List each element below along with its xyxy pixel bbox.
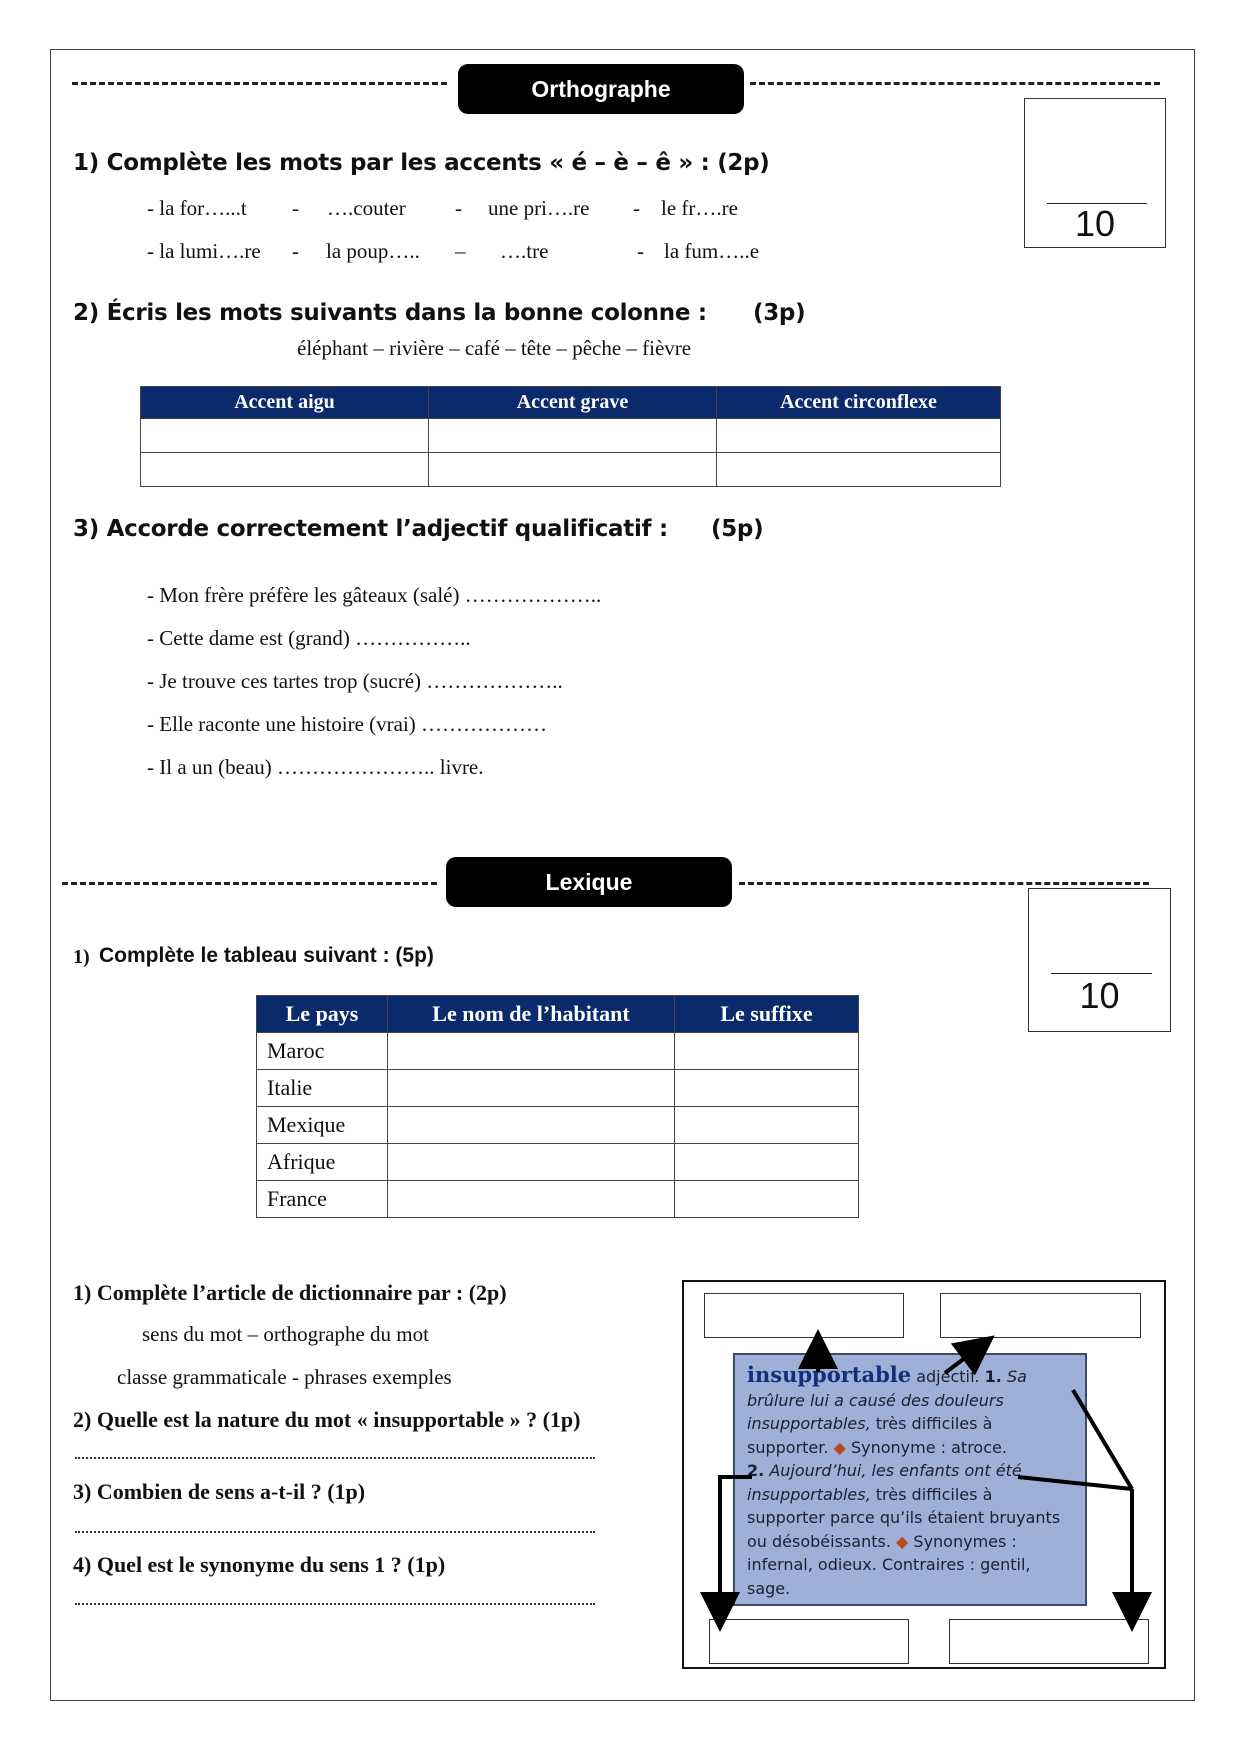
sense-number: 1. [984, 1367, 1002, 1386]
table-row [141, 453, 1001, 487]
section-title-lexique: Lexique [446, 857, 732, 907]
answer-line[interactable] [75, 1603, 595, 1605]
label-box[interactable] [704, 1293, 904, 1338]
column-header: Le nom de l’habitant [388, 996, 675, 1033]
answer-cell[interactable] [141, 419, 429, 453]
word-item: la poup….. [326, 239, 420, 263]
question-heading: 3) Accorde correctement l’adjectif qualificatif : [73, 516, 668, 542]
answer-cell[interactable] [141, 453, 429, 487]
dashed-divider [739, 882, 1149, 885]
question-points: (3p) [753, 300, 806, 326]
antonym-2: Contraires : gentil, sage. [747, 1555, 1031, 1598]
answer-cell[interactable] [675, 1181, 859, 1218]
separator: - [637, 239, 644, 263]
dictionary-entry-photo [733, 1353, 1087, 1606]
word-item: le fr….re [661, 196, 738, 220]
answer-cell[interactable] [675, 1070, 859, 1107]
separator: - [455, 196, 462, 220]
answer-line[interactable] [75, 1531, 595, 1533]
question-heading: 1) Complète les mots par les accents « é – è – ê » : (2p) [73, 150, 770, 176]
answer-cell[interactable] [388, 1033, 675, 1070]
answer-cell[interactable] [675, 1144, 859, 1181]
answer-cell[interactable] [429, 453, 717, 487]
country-cell: Mexique [257, 1107, 388, 1144]
word-item: ….couter [327, 196, 406, 220]
sense-number: 2. [747, 1461, 765, 1480]
example-2: Aujourd’hui, les enfants ont été insupportables, [747, 1461, 1022, 1504]
question-points: (5p) [711, 516, 764, 542]
country-cell: Maroc [257, 1033, 388, 1070]
label-box[interactable] [940, 1293, 1141, 1338]
country-cell: Italie [257, 1070, 388, 1107]
country-cell: Afrique [257, 1144, 388, 1181]
dashed-divider [72, 82, 447, 85]
score-max: 10 [1079, 975, 1120, 1016]
answer-cell[interactable] [675, 1107, 859, 1144]
score-box-lexique [1028, 888, 1171, 1032]
question-heading: 3) Combien de sens a-t-il ? (1p) [73, 1479, 366, 1504]
word-list: éléphant – rivière – café – tête – pêche – fièvre [297, 336, 692, 360]
score-box-orthographe [1024, 98, 1166, 248]
answer-line[interactable] [75, 1457, 595, 1459]
column-header: Accent aigu [141, 387, 429, 419]
question-heading: 2) Écris les mots suivants dans la bonne colonne : [73, 300, 707, 326]
answer-cell[interactable] [388, 1181, 675, 1218]
exercise-item: - Cette dame est (grand) …………….. [147, 626, 471, 650]
synonym-2: Synonymes : infernal, odieux. [747, 1531, 1017, 1574]
answer-cell[interactable] [717, 419, 1001, 453]
question-number: 1) [73, 946, 90, 968]
exercise-item: - Je trouve ces tartes trop (sucré) ……………….. [147, 669, 563, 693]
separator: – [455, 239, 466, 263]
table-row [257, 1144, 859, 1181]
question-heading: 4) Quel est le synonyme du sens 1 ? (1p) [73, 1552, 446, 1577]
word-item: - la lumi….re [147, 239, 261, 263]
column-header: Accent grave [429, 387, 717, 419]
diamond-icon: ◆ [896, 1531, 909, 1551]
table-row [257, 1070, 859, 1107]
accent-table [140, 386, 1001, 487]
answer-cell[interactable] [675, 1033, 859, 1070]
column-header: Le suffixe [675, 996, 859, 1033]
country-cell: France [257, 1181, 388, 1218]
question-heading: 2) Quelle est la nature du mot « insupportable » ? (1p) [73, 1407, 581, 1432]
answer-cell[interactable] [388, 1070, 675, 1107]
table-row [257, 1033, 859, 1070]
word-item: ….tre [500, 239, 549, 263]
entry-word: insupportable [747, 1362, 912, 1387]
exercise-item: - Mon frère préfère les gâteaux (salé) ……………….. [147, 583, 602, 607]
answer-cell[interactable] [388, 1144, 675, 1181]
diamond-icon: ◆ [833, 1437, 846, 1457]
table-row [141, 419, 1001, 453]
dashed-divider [750, 82, 1160, 85]
question-heading: Complète le tableau suivant : (5p) [99, 944, 434, 967]
synonym-1: Synonyme : atroce. [850, 1437, 1007, 1457]
word-item: une pri….re [488, 196, 590, 220]
column-header: Le pays [257, 996, 388, 1033]
definition-1: très difficiles à supporter. [747, 1414, 993, 1457]
score-max: 10 [1074, 203, 1116, 244]
exercise-item: - Elle raconte une histoire (vrai) ……………… [147, 712, 548, 736]
column-header: Accent circonflexe [717, 387, 1001, 419]
section-title-orthographe: Orthographe [458, 64, 744, 114]
table-row [257, 1107, 859, 1144]
word-item: - la for…...t [147, 196, 247, 220]
separator: - [633, 196, 640, 220]
table-row [257, 1181, 859, 1218]
label-box[interactable] [709, 1619, 909, 1664]
word-item: la fum…..e [664, 239, 760, 263]
answer-cell[interactable] [429, 419, 717, 453]
separator: - [292, 239, 299, 263]
option-line: classe grammaticale - phrases exemples [117, 1365, 452, 1389]
definition-2: très difficiles à supporter parce qu’ils étaient bruyants ou désobéissants. [747, 1484, 1061, 1551]
exercise-item: - Il a un (beau) ………………….. livre. [147, 755, 484, 779]
option-line: sens du mot – orthographe du mot [142, 1322, 429, 1346]
separator: - [292, 196, 299, 220]
label-box[interactable] [949, 1619, 1149, 1664]
example-1: Sa brûlure lui a causé des douleurs insupportables, [747, 1367, 1027, 1433]
answer-cell[interactable] [388, 1107, 675, 1144]
answer-cell[interactable] [717, 453, 1001, 487]
dashed-divider [62, 882, 437, 885]
entry-class: adjectif. [916, 1367, 980, 1386]
question-heading: 1) Complète l’article de dictionnaire par : (2p) [73, 1280, 507, 1305]
country-table [256, 995, 859, 1218]
